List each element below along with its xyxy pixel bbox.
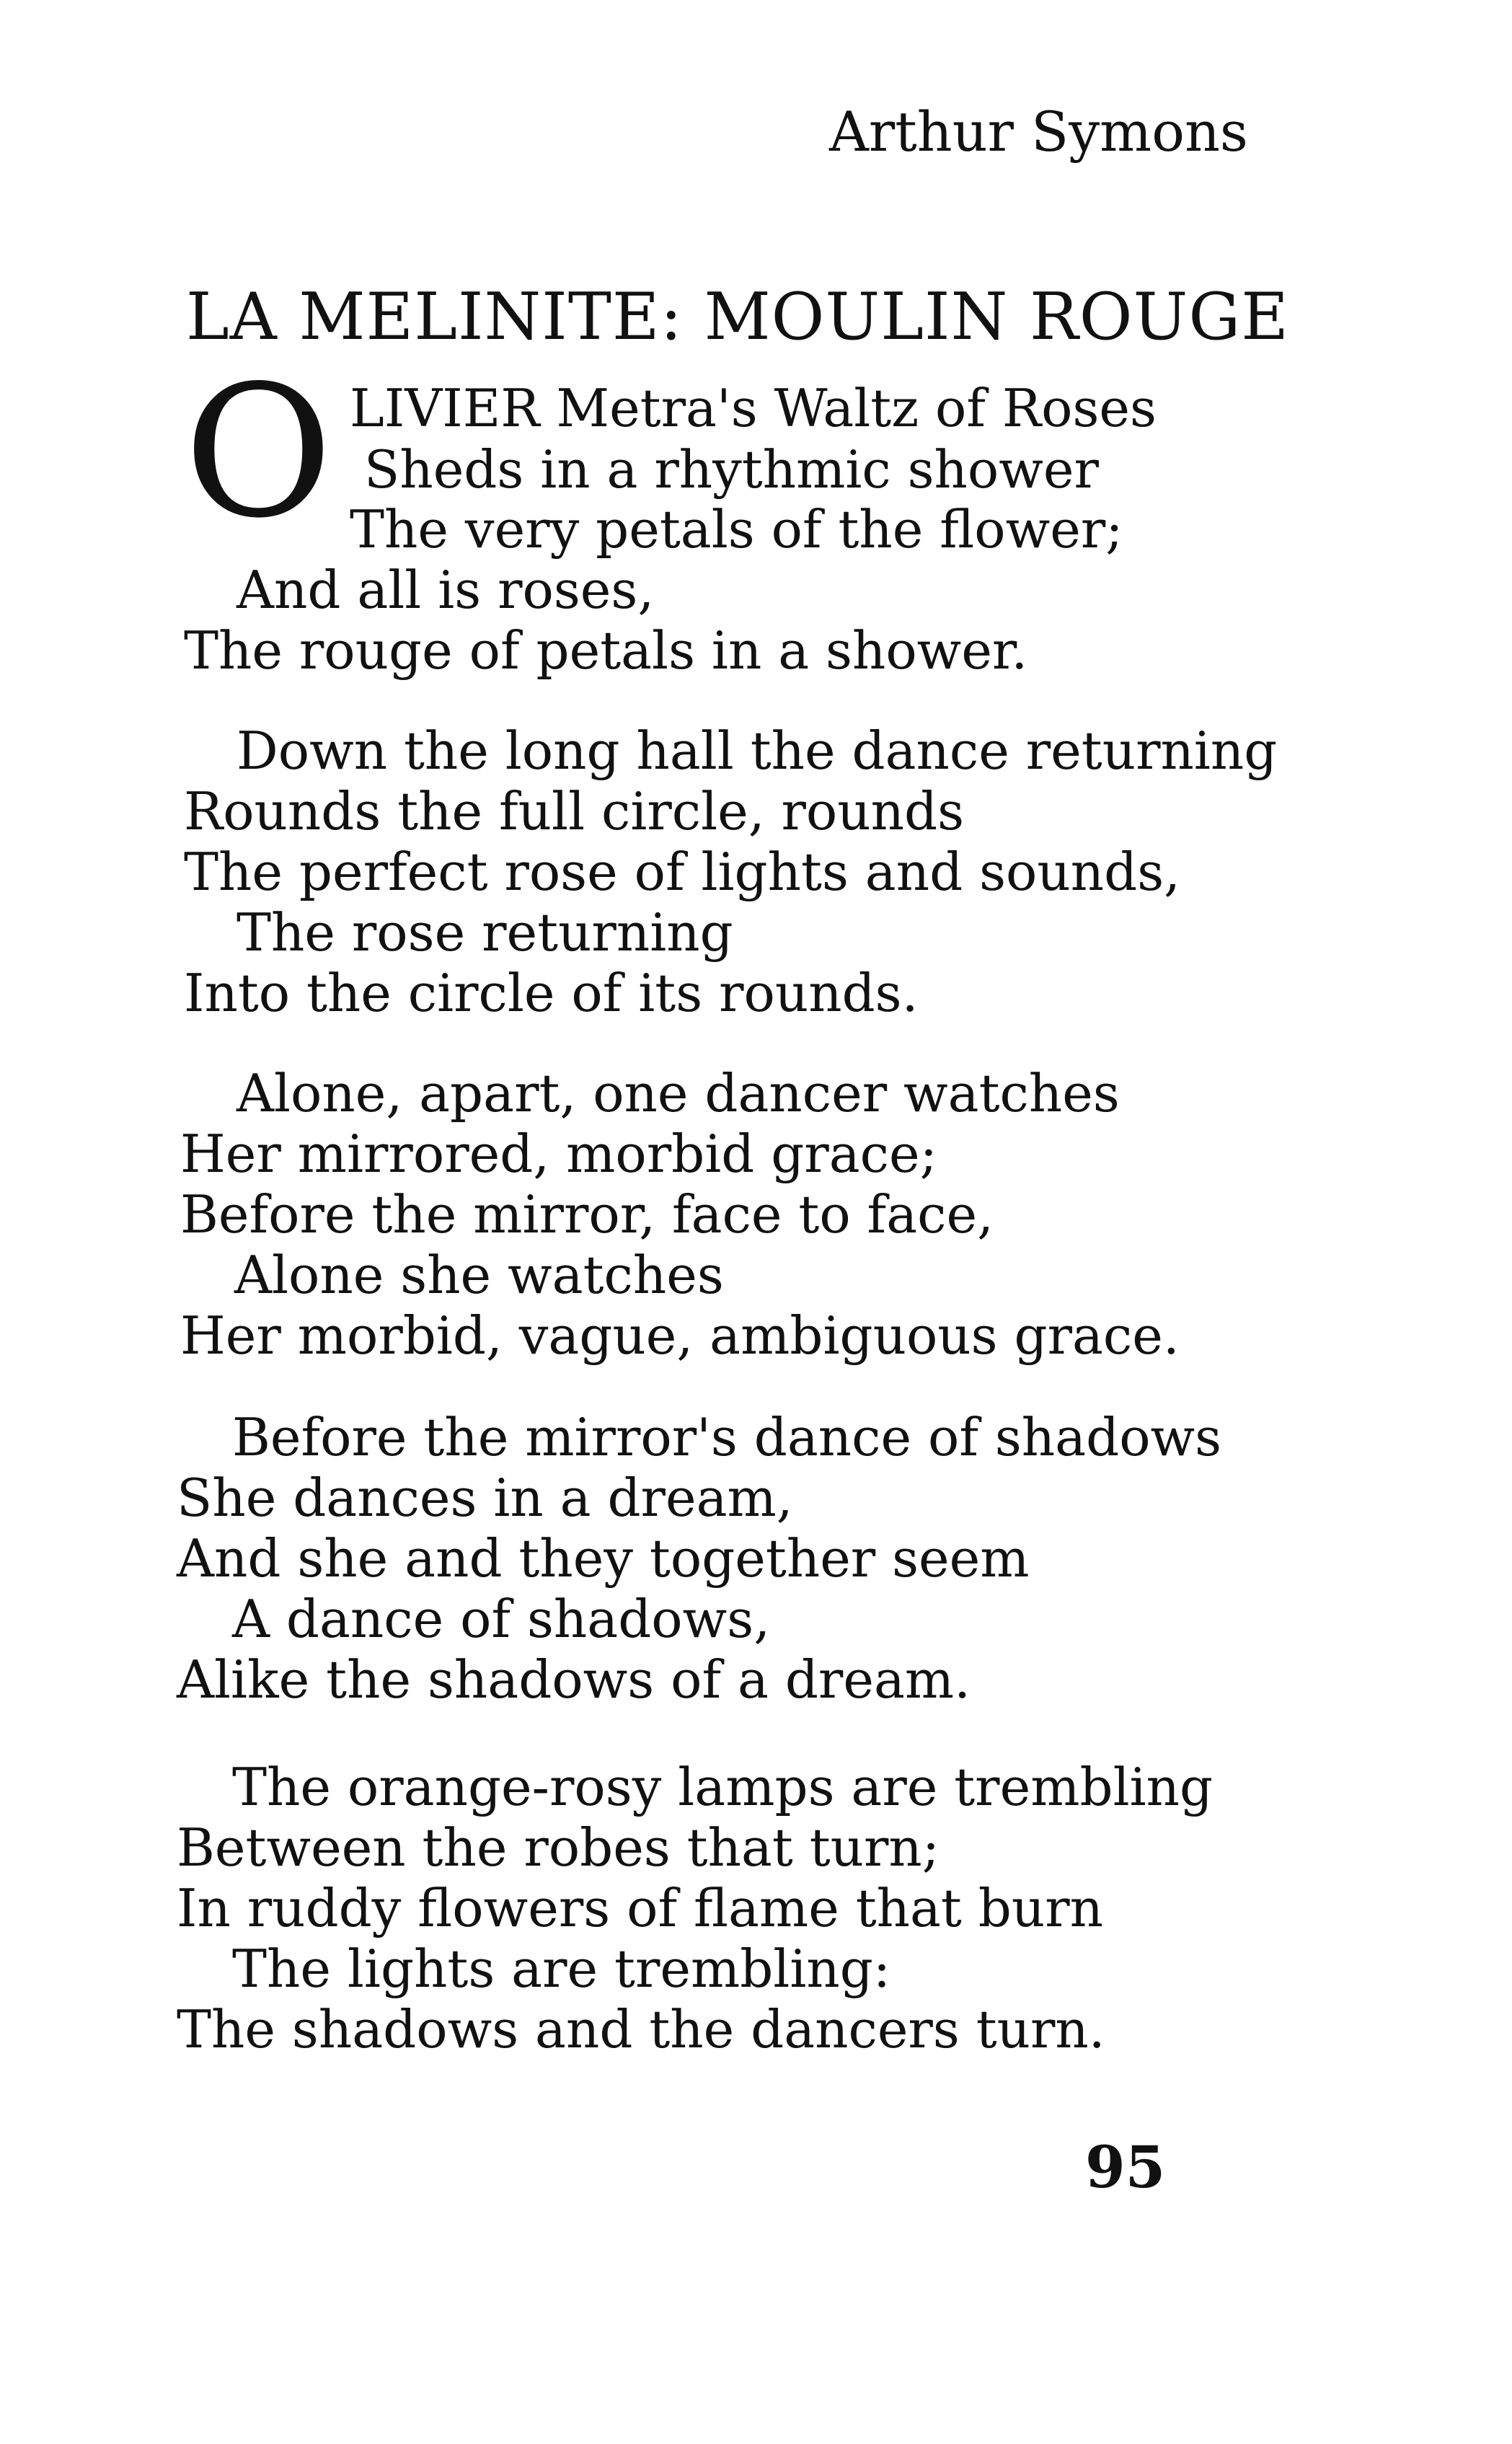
- poem-line: The orange-rosy lamps are trembling: [232, 1757, 1213, 1817]
- poem-line: Her mirrored, morbid grace;: [180, 1124, 937, 1184]
- poem-title: LA MELINITE: MOULIN ROUGE: [186, 279, 1289, 355]
- poem-line: LIVIER Metra's Waltz of Roses: [350, 378, 1157, 438]
- poem-line: Between the robes that turn;: [177, 1817, 940, 1878]
- drop-cap: O: [184, 347, 333, 558]
- poem-line: And all is roses,: [236, 560, 655, 620]
- poem-line: The perfect rose of lights and sounds,: [184, 842, 1181, 902]
- poem-line: Before the mirror's dance of shadows: [232, 1407, 1222, 1468]
- poem-line: The shadows and the dancers turn.: [177, 1999, 1105, 2060]
- page-number: 95: [1085, 2133, 1166, 2201]
- poem-line: Alone she watches: [234, 1245, 724, 1305]
- poem-line: The rose returning: [236, 902, 733, 963]
- poem-line: The rouge of petals in a shower.: [184, 620, 1028, 681]
- poem-line: In ruddy flowers of flame that burn: [177, 1878, 1103, 1938]
- poem-line: Sheds in a rhythmic shower: [364, 439, 1099, 500]
- poem-line: The very petals of the flower;: [350, 499, 1123, 560]
- running-head: Arthur Symons: [829, 100, 1248, 164]
- poem-line: Alone, apart, one dancer watches: [236, 1063, 1120, 1124]
- poem-line: Rounds the full circle, rounds: [184, 781, 965, 842]
- poem-line: She dances in a dream,: [177, 1468, 793, 1528]
- poem-line: The lights are trembling:: [232, 1938, 891, 1999]
- poem-line: Alike the shadows of a dream.: [177, 1649, 971, 1710]
- poem-line: A dance of shadows,: [232, 1589, 771, 1649]
- poem-line: Into the circle of its rounds.: [184, 963, 919, 1023]
- poem-line: And she and they together seem: [177, 1528, 1030, 1589]
- poem-line: Down the long hall the dance returning: [236, 720, 1278, 781]
- poem-line: Before the mirror, face to face,: [180, 1184, 994, 1245]
- poem-line: Her morbid, vague, ambiguous grace.: [180, 1305, 1180, 1366]
